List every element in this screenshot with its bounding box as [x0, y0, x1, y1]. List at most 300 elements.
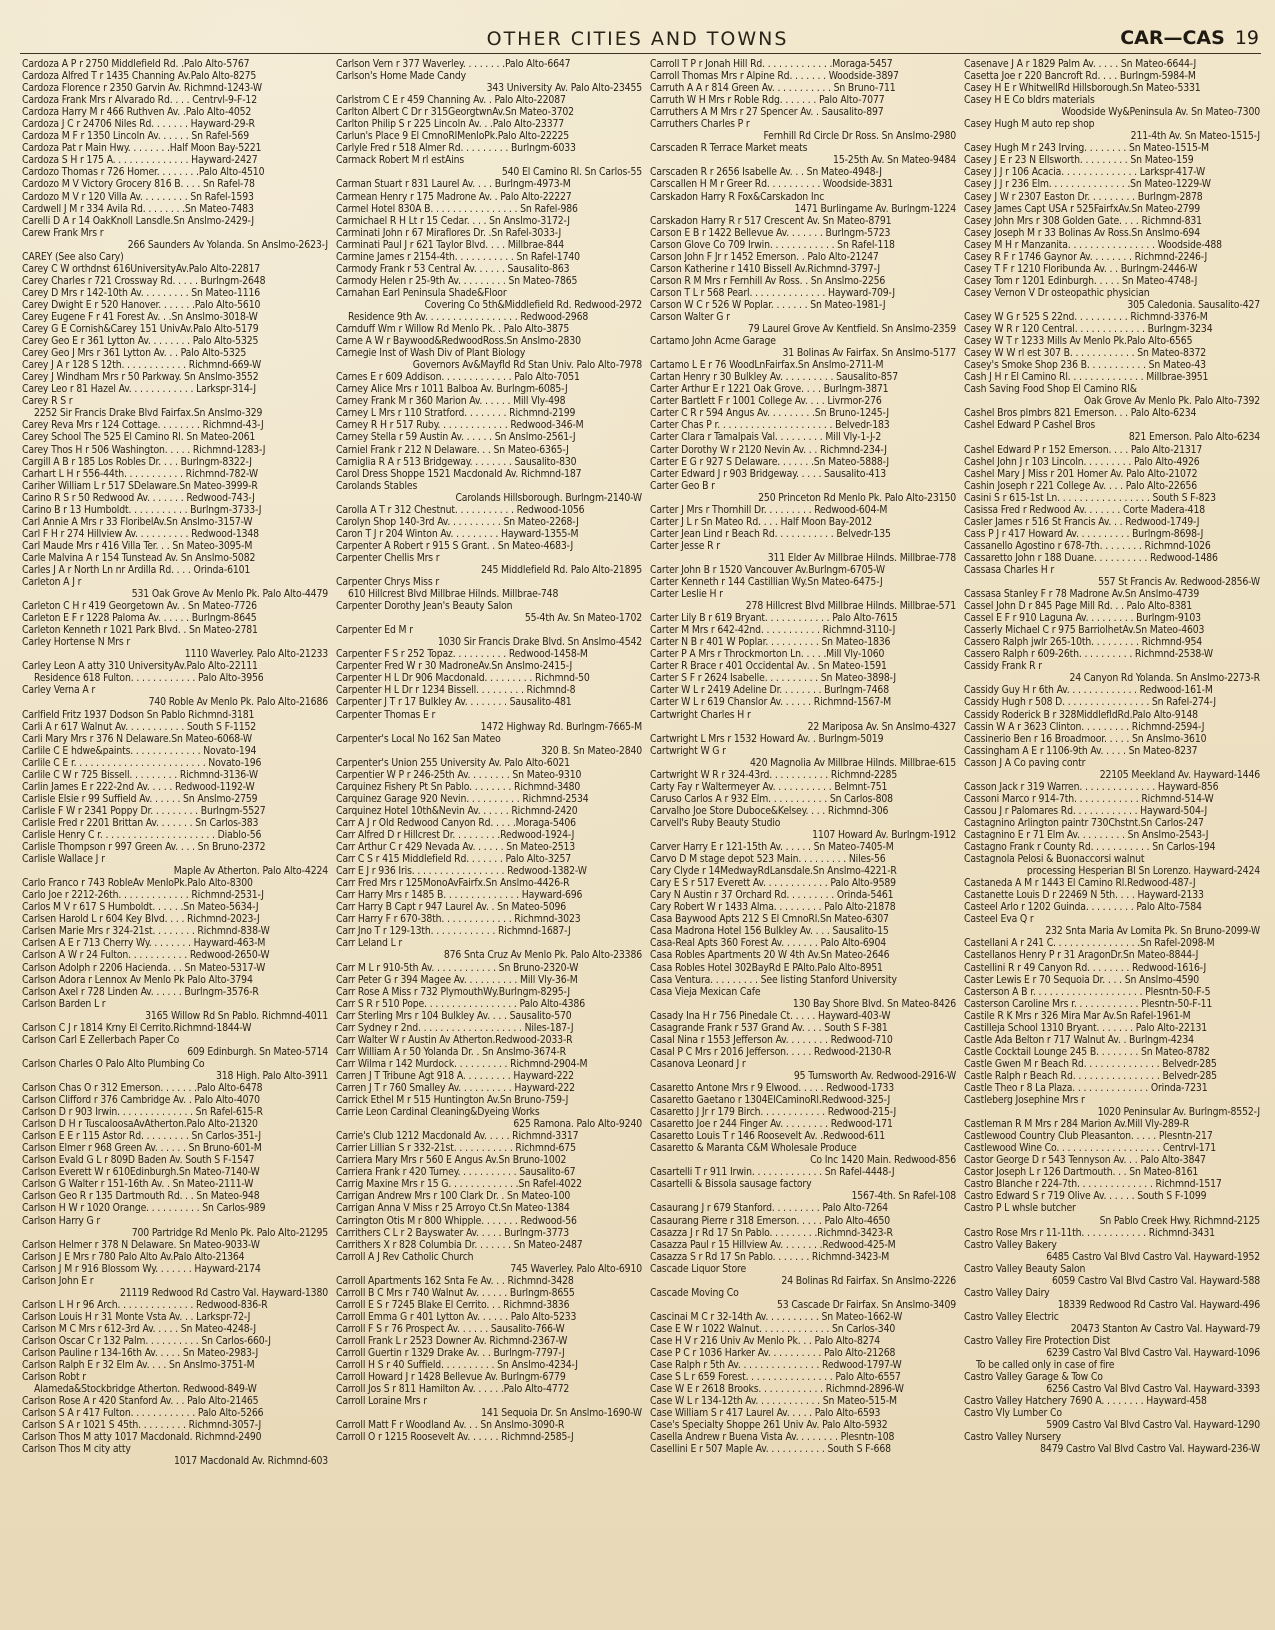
listing-entry: 420 Magnolia Av Millbrae Hilnds. Millbrae-615 — [750, 756, 956, 769]
listing-entry: Carlfield Fritz 1937 Dodson Sn Pablo Richmnd-3181 — [22, 708, 255, 721]
listing-entry: Carles J A r North Ln nr Ardilla Rd. . . . Orinda-6101 — [22, 563, 251, 576]
listing-entry: Castlewood Country Club Pleasanton. . . . . Plesntn-217 — [964, 1130, 1213, 1143]
listing-entry: Casady Ina H r 756 Pinedale Ct. . . . . Hayward-403-W — [650, 1009, 891, 1022]
listing-entry: Cassidy Frank R r — [964, 660, 1042, 673]
listing-entry: Casey J W r 2307 Easton Dr. . . . . . . . . Burlngm-2878 — [964, 190, 1203, 203]
listing-entry: Casey Joseph M r 33 Bolinas Av Ross.Sn Anslmo-694 — [964, 226, 1200, 239]
listing-entry: Carey Thos H r 506 Washington. . . . . Richmnd-1283-J — [22, 443, 266, 456]
listing-entry: 5909 Castro Val Blvd Castro Val. Hayward-1290 — [1046, 1419, 1260, 1432]
listing-entry: 318 High. Palo Alto-3911 — [215, 1069, 328, 1082]
listing-entry: Caron T J r 204 Winton Av. . . . . . . . . Hayward-1355-M — [336, 527, 579, 540]
listing-entry: 24 Canyon Rd Yolanda. Sn Anslmo-2273-R — [1069, 672, 1260, 685]
listing-entry: Carroll Frank L r 2523 Downer Av. Richmnd-2367-W — [336, 1334, 568, 1347]
listing-entry: Cassou J r Palomares Rd. . . . . . . . . . . . Hayward-504-J — [964, 804, 1208, 817]
listing-entry: Carter Jesse R r — [650, 539, 720, 552]
listing-entry: Carlin James E r 222-2nd Av. . . . . Redwood-1192-W — [22, 780, 255, 793]
listing-entry: Carter Bartlett F r 1001 College Av. . . . Livrmor-276 — [650, 395, 882, 408]
listing-entry: Carlson Oscar C r 132 Palm. . . . . . . . . . Sn Carlos-660-J — [22, 1334, 271, 1347]
listing-entry: Carolyn Shop 140-3rd Av. . . . . . . . . . Sn Mateo-2268-J — [336, 515, 579, 528]
listing-entry: Cascinai M C r 32-14th Av. . . . . . . . . . Sn Mateo-1662-W — [650, 1310, 903, 1323]
listing-entry: Carrithers C L r 2 Bayswater Av. . . . . Burlngm-3773 — [336, 1226, 569, 1239]
listing-entry: Cary E S r 517 Everett Av. . . . . . . . . . . . Palo Alto-9589 — [650, 877, 896, 890]
listing-entry: Carruth W H Mrs r Roble Rdg. . . . . . . Palo Alto-7077 — [650, 94, 885, 107]
listing-entry: Carpenter J T r 17 Bulkley Av. . . . . . . . Sausalito-481 — [336, 696, 572, 709]
listing-entry: Carter R Brace r 401 Occidental Av. . Sn Mateo-1591 — [650, 660, 887, 673]
listing-entry: Carlson J E Mrs r 780 Palo Alto Av.Palo Alto-21364 — [22, 1250, 245, 1263]
listing-entry: CAREY (See also Cary) — [22, 250, 124, 263]
listing-entry: Casa Vieja Mexican Cafe — [650, 985, 761, 998]
listing-entry: Carlson Robt r — [22, 1371, 86, 1384]
listing-entry: Residence 618 Fulton. . . . . . . . . . . . Palo Alto-3956 — [34, 672, 264, 685]
listing-entry: Sn Pablo Creek Hwy. Richmnd-2125 — [1099, 1214, 1260, 1227]
listing-entry: Castaneda A M r 1443 El Camino Rl.Redwood-487-J — [964, 877, 1196, 890]
listing-entry: Carr A J r Old Redwood Canyon Rd. . . . .Moraga-5406 — [336, 816, 576, 829]
listing-entry: Casaretto & Maranta C&M Wholesale Produce — [650, 1142, 857, 1155]
listing-entry: Carlos M V r 617 S Humboldt. . . . . .Sn Mateo-5634-J — [22, 901, 259, 914]
listing-entry: Casazza S r Rd 17 Sn Pablo. . . . . . . Richmnd-3423-M — [650, 1250, 890, 1263]
listing-entry: 557 St Francis Av. Redwood-2856-W — [1098, 576, 1260, 589]
listing-entry: Carter Clara r Tamalpais Val. . . . . . . . . Mill Vly-1-J-2 — [650, 431, 882, 444]
listing-entry: Cartwright W R r 324-43rd. . . . . . . . . . . Richmnd-2285 — [650, 768, 898, 781]
listing-entry: Oak Grove Av Menlo Pk. Palo Alto-7392 — [1083, 395, 1260, 408]
listing-entry: Carlun's Place 9 El CmnoRlMenloPk.Palo Alto-22225 — [336, 130, 570, 143]
listing-entry: Casler James r 516 St Francis Av. . . Redwood-1749-J — [964, 515, 1200, 528]
listing-entry: Carson T L r 568 Pearl. . . . . . . . . . . . . . Hayward-709-J — [650, 286, 895, 299]
listing-entry: Cassero Ralph r 609-26th. . . . . . . . . . Richmnd-2538-W — [964, 648, 1213, 661]
listing-entry: Casal P C Mrs r 2016 Jefferson. . . . . Redwood-2130-R — [650, 1045, 892, 1058]
listing-entry: 1020 Peninsular Av. Burlngm-8552-J — [1097, 1106, 1260, 1119]
listing-entry: Carroll A J Rev Catholic Church — [336, 1250, 474, 1263]
listing-entry: Casey Hugh M r 243 Irving. . . . . . . . Sn Mateo-1515-M — [964, 142, 1209, 155]
listing-entry: Castilleja School 1310 Bryant. . . . . . . Palo Alto-22131 — [964, 1021, 1208, 1034]
listing-entry: Carter C R r 594 Angus Av. . . . . . . . .Sn Bruno-1245-J — [650, 407, 889, 420]
listing-entry: Carolla A T r 312 Chestnut. . . . . . . . . . . Redwood-1056 — [336, 503, 585, 516]
listing-entry: Carter W L r 619 Chanslor Av. . . . . . Richmnd-1567-M — [650, 696, 892, 709]
listing-entry: Carr Harry B Capt r 947 Laurel Av. . Sn Mateo-5096 — [336, 901, 567, 914]
listing-entry: Cardozo M V Victory Grocery 816 B. . . . Sn Rafel-78 — [22, 178, 255, 191]
listing-entry: Cardwell J M r 334 Avila Rd. . . . . . . .Sn Mateo-7483 — [22, 202, 254, 215]
listing-entry: Case W E r 2618 Brooks. . . . . . . . . . . . Richmnd-2896-W — [650, 1383, 904, 1396]
listing-entry: Carino R S r 50 Redwood Av. . . . . . . Redwood-743-J — [22, 491, 255, 504]
listing-entry: Maple Av Atherton. Palo Alto-4224 — [173, 865, 328, 878]
listing-entry: Carlson G Walter r 151-16th Av. . Sn Mateo-2111-W — [22, 1178, 254, 1191]
listing-entry: Carter Lily B r 619 Bryant. . . . . . . . . . . . Palo Alto-7615 — [650, 612, 898, 625]
listing-entry: Carter Jean Lind r Beach Rd. . . . . . . . . . . Belvedr-135 — [650, 527, 891, 540]
listing-entry: Castor Joseph L r 126 Dartmouth. . . Sn Mateo-8161 — [964, 1166, 1199, 1179]
listing-entry: Carmean Henry r 175 Madrone Av. . Palo Alto-22227 — [336, 190, 572, 203]
listing-entry: Cascade Moving Co — [650, 1286, 739, 1299]
listing-entry: 700 Partridge Rd Menlo Pk. Palo Alto-21295 — [131, 1226, 328, 1239]
listing-entry: Cashel Bros plmbrs 821 Emerson. . . Palo Alto-6234 — [964, 407, 1197, 420]
listing-entry: Carren J T Tribune Agt 918 A. . . . . . . . . Hayward-222 — [336, 1069, 574, 1082]
listing-entry: Casartelli T r 911 Irwin. . . . . . . . . . . . . Sn Rafel-4448-J — [650, 1166, 895, 1179]
listing-entry: Carpenter Ed M r — [336, 624, 413, 637]
listing-entry: Carr Sterling Mrs r 104 Bulkley Av. . . . Sausalito-570 — [336, 1009, 572, 1022]
listing-entry: Cassidy Roderick B r 328MiddlefldRd.Palo Alto-9148 — [964, 708, 1198, 721]
listing-entry: Carquinez Hotel 10th&Nevin Av. . . . . . Richmnd-2420 — [336, 804, 578, 817]
listing-entry: To be called only in case of fire — [976, 1359, 1115, 1372]
listing-entry: Carlson John E r — [22, 1274, 94, 1287]
listing-entry: Carter Arthur E r 1221 Oak Grove. . . . Burlngm-3871 — [650, 383, 889, 396]
listing-entry: 311 Elder Av Millbrae Hilnds. Millbrae-778 — [767, 551, 956, 564]
listing-entry: Carleton Kenneth r 1021 Park Blvd. . Sn Mateo-2781 — [22, 624, 258, 637]
listing-entry: Carquinez Garage 920 Nevin. . . . . . . . . . Richmnd-2534 — [336, 792, 589, 805]
listing-entry: Cash Saving Food Shop El Camino Rl& — [964, 383, 1137, 396]
listing-entry: Carter Chas P r. . . . . . . . . . . . . . . . . . . . . Belvedr-183 — [650, 419, 890, 432]
listing-entry: Carpenter Chrys Miss r — [336, 576, 440, 589]
listing-entry: Carne A W r Baywood&RedwoodRoss.Sn Anslmo-2830 — [336, 335, 581, 348]
listing-entry: Carman Stuart r 831 Laurel Av. . . . Burlngm-4973-M — [336, 178, 571, 191]
listing-entry: Casal Nina r 1553 Jefferson Av. . . . . . . . Redwood-710 — [650, 1033, 893, 1046]
listing-entry: Carpenter Fred W r 30 MadroneAv.Sn Anslmo-2415-J — [336, 660, 573, 673]
listing-entry: Cashin Joseph r 221 College Av. . . . Palo Alto-22656 — [964, 479, 1198, 492]
listing-entry: Carolands Stables — [336, 479, 418, 492]
listing-entry: Carty Fay r Waltermeyer Av. . . . . . . . . . . Belmnt-751 — [650, 780, 888, 793]
listing-entry: Castellanos Henry P r 31 AragonDr.Sn Mateo-8844-J — [964, 949, 1199, 962]
listing-entry: Casteel Arlo r 1202 Guinda. . . . . . . . . Palo Alto-7584 — [964, 901, 1202, 914]
listing-entry: Carpenter Dorothy Jean's Beauty Salon — [336, 600, 513, 613]
listing-entry: Cardozo Thomas r 726 Homer. . . . . . . .Palo Alto-4510 — [22, 166, 265, 179]
listing-entry: Casella Andrew r Buena Vista Av. . . . . . . . Plesntn-108 — [650, 1431, 895, 1444]
listing-entry: Carson E B r 1422 Bellevue Av. . . . . . . Burlngm-5723 — [650, 226, 891, 239]
listing-entry: Carnduff Wm r Willow Rd Menlo Pk. . Palo Alto-3875 — [336, 323, 570, 336]
listing-entry: Cartwright Charles H r — [650, 708, 751, 721]
listing-entry: Cassingham A E r 1106-9th Av. . . . . Sn Mateo-8237 — [964, 744, 1198, 757]
listing-entry: Cariher William L r 517 SDelaware.Sn Mateo-3999-R — [22, 479, 258, 492]
listing-entry: Castro Valley Nursery — [964, 1431, 1061, 1444]
listing-entry: Casaretto Joe r 244 Finger Av. . . . . . . . . Redwood-171 — [650, 1118, 893, 1131]
listing-entry: Cardoza A P r 2750 Middlefield Rd. .Palo Alto-5767 — [22, 58, 250, 70]
listing-entry: Cashel John J r 103 Lincoln. . . . . . . . . Palo Alto-4926 — [964, 455, 1200, 468]
listing-entry: 2252 Sir Francis Drake Blvd Fairfax.Sn Anslmo-329 — [34, 407, 263, 420]
listing-entry: Carlson Geo R r 135 Dartmouth Rd. . . Sn Mateo-948 — [22, 1190, 260, 1203]
listing-entry: Castro P L whsle butcher — [964, 1202, 1076, 1215]
listing-entry: Carlson S A r 417 Fulton. . . . . . . . . . . . Palo Alto-5266 — [22, 1407, 264, 1420]
listing-entry: Carter J Mrs r Thornhill Dr. . . . . . . . . Redwood-604-M — [650, 503, 888, 516]
listing-entry: Carlson Ralph E r 32 Elm Av. . . . Sn Anslmo-3751-M — [22, 1359, 255, 1372]
listing-entry: Carscaden R Terrace Market meats — [650, 142, 808, 155]
listing-entry: Carter E G r 927 S Delaware. . . . . . .Sn Mateo-5888-J — [650, 455, 889, 468]
listing-entry: Carr Rose A Miss r 732 PlymouthWy.Burlngm-8295-J — [336, 985, 570, 998]
listing-entry: 141 Sequoia Dr. Sn Anslmo-1690-W — [481, 1407, 642, 1420]
listing-entry: Carleton A J r — [22, 576, 82, 589]
listing-entry: Casaretto J Jr r 179 Birch. . . . . . . . . . . . Redwood-215-J — [650, 1106, 897, 1119]
listing-entry: Casazza Paul r 15 Hillview Av. . . . . . . .Redwood-425-M — [650, 1238, 896, 1251]
listing-entry: Fernhill Rd Circle Dr Ross. Sn Anslmo-2980 — [763, 130, 956, 143]
listing-entry: Carlson Louis H r 31 Monte Vsta Av. . . Larkspr-72-J — [22, 1310, 251, 1323]
listing-entry: Carrie's Club 1212 Macdonald Av. . . . . Richmnd-3317 — [336, 1130, 579, 1143]
listing-entry: Carmody Frank r 53 Central Av. . . . . . Sausalito-863 — [336, 262, 570, 275]
listing-entry: Case H V r 216 Univ Av Menlo Pk. . . Palo Alto-8274 — [650, 1334, 881, 1347]
listing-entry: Carlson's Home Made Candy — [336, 70, 466, 83]
listing-entry: Cassaretto John r 188 Duane. . . . . . . . . . Redwood-1486 — [964, 551, 1218, 564]
listing-entry: Carey D Mrs r 142-10th Av. . . . . . . . . Sn Mateo-1116 — [22, 286, 261, 299]
listing-entry: Carmel Hotel 830A B. . . . . . . . . . . . . . . . Sn Rafel-986 — [336, 202, 578, 215]
listing-entry: Cassanello Agostino r 678-7th. . . . . . . . Richmnd-1026 — [964, 539, 1211, 552]
listing-entry: Castellini R r 49 Canyon Rd. . . . . . . . Redwood-1616-J — [964, 961, 1207, 974]
listing-entry: 1472 Highway Rd. Burlngm-7665-M — [480, 720, 642, 733]
listing-entry: Carrier Lillian S r 332-21st. . . . . . . . . . . Richmnd-675 — [336, 1142, 576, 1155]
listing-entry: 6239 Castro Val Blvd Castro Val. Hayward-1096 — [1046, 1347, 1260, 1360]
listing-entry: Carew Frank Mrs r — [22, 226, 104, 239]
listing-entry: Case Ralph r 5th Av. . . . . . . . . . . . . . . Redwood-1797-W — [650, 1359, 902, 1372]
listing-entry: Castle Gwen M r Beach Rd. . . . . . . . . . . . . . Belvedr-285 — [964, 1057, 1217, 1070]
listing-entry: Carey Charles r 721 Crossway Rd. . . . . Burlngm-2648 — [22, 274, 266, 287]
listing-entry: Casey J J r 236 Elm. . . . . . . . . . . . . . .Sn Mateo-1229-W — [964, 178, 1211, 191]
listing-entry: Carlson Charles O Palo Alto Plumbing Co — [22, 1057, 205, 1070]
listing-entry: 15-25th Av. Sn Mateo-9484 — [833, 154, 956, 167]
listing-entry: Carrithers X r 828 Columbia Dr. . . . . . . Sn Mateo-2487 — [336, 1238, 583, 1251]
listing-entry: Carlson J M r 916 Blossom Wy. . . . . . . Hayward-2174 — [22, 1262, 261, 1275]
listing-entry: Carelli D A r 14 OakKnoll Lansdle.Sn Anslmo-2429-J — [22, 214, 254, 227]
listing-entry: Carney L Mrs r 110 Stratford. . . . . . . . Richmnd-2199 — [336, 407, 576, 420]
listing-entry: Carver Harry E r 121-15th Av. . . . . . Sn Mateo-7405-M — [650, 841, 894, 854]
listing-entry: Casey Vernon V Dr osteopathic physician — [964, 286, 1150, 299]
listing-entry: Castle Theo r 8 La Plaza. . . . . . . . . . . . . . Orinda-7231 — [964, 1081, 1208, 1094]
listing-entry: Castellani A r 241 C. . . . . . . . . . . . . . . .Sn Rafel-2098-M — [964, 937, 1215, 950]
listing-entry: Alameda&Stockbridge Atherton. Redwood-849-W — [34, 1383, 257, 1396]
listing-entry: Cartamo John Acme Garage — [650, 335, 776, 348]
listing-entry: Casaurang Pierre r 318 Emerson. . . . . Palo Alto-4650 — [650, 1214, 891, 1227]
listing-entry: Casaretto Gaetano r 1304ElCaminoRl.Redwood-325-J — [650, 1094, 891, 1107]
listing-entry: Carlson M C Mrs r 612-3rd Av. . . . . Sn Mateo-4248-J — [22, 1322, 256, 1335]
listing-entry: Casey's Smoke Shop 236 B. . . . . . . . . . . Sn Mateo-43 — [964, 359, 1206, 372]
listing-entry: Casey John Mrs r 308 Golden Gate. . . . Richmnd-831 — [964, 214, 1202, 227]
listing-entry: Carney R H r 517 Ruby. . . . . . . . . . . . . Redwood-346-M — [336, 419, 584, 432]
listing-entry: Cardoza Pat r Main Hwy. . . . . . . .Half Moon Bay-5221 — [22, 142, 262, 155]
listing-entry: 79 Laurel Grove Av Kentfield. Sn Anslmo-2359 — [747, 323, 956, 336]
listing-entry: Casey J E r 23 N Ellsworth. . . . . . . . . Sn Mateo-159 — [964, 154, 1194, 167]
listing-entry: Carlson Chas O r 312 Emerson. . . . . . .Palo Alto-6478 — [22, 1081, 263, 1094]
listing-entry: 876 Snta Cruz Av Menlo Pk. Palo Alto-23386 — [443, 949, 642, 962]
listing-entry: Carlsen A E r 713 Cherry Wy. . . . . . . . Hayward-463-M — [22, 937, 266, 950]
listing-entry: Carr Sydney r 2nd. . . . . . . . . . . . . . . . . . . Niles-187-J — [336, 1021, 574, 1034]
listing-entry: Co Inc 1420 Main. Redwood-856 — [810, 1154, 956, 1167]
listing-entry: Castro Valley Garage & Tow Co — [964, 1371, 1103, 1384]
listing-entry: Carlson Barden L r — [22, 997, 106, 1010]
listing-entry: 740 Roble Av Menlo Pk. Palo Alto-21686 — [148, 696, 328, 709]
listing-entry: Carson W C r 526 W Poplar. . . . . . . Sn Mateo-1981-J — [650, 298, 886, 311]
listing-entry: Carter J L r Sn Mateo Rd. . . . Half Moon Bay-2012 — [650, 515, 873, 528]
listing-entry: Castro Blanche r 224-7th. . . . . . . . . . . . . . Richmnd-1517 — [964, 1178, 1222, 1191]
listing-entry: Carr Wilma r 142 Murdock. . . . . . . . . . Richmnd-2904-M — [336, 1057, 588, 1070]
listing-entry: 531 Oak Grove Av Menlo Pk. Palo Alto-4479 — [131, 588, 328, 601]
listing-entry: processing Hesperian Bl Sn Lorenzo. Hayward-2424 — [1026, 865, 1260, 878]
listing-entry: Cash J H r El Camino Rl. . . . . . . . . . . . . . Millbrae-3951 — [964, 371, 1209, 384]
listing-entry: Carlson D H r TuscaloosaAvAtherton.Palo Alto-21320 — [22, 1118, 258, 1131]
listing-entry: Carruth A A r 814 Green Av. . . . . . . . . . . Sn Bruno-711 — [650, 82, 896, 95]
listing-entry: Carpenter H L Dr 906 Macdonald. . . . . . . . . Richmnd-50 — [336, 672, 590, 685]
listing-entry: Casey H E Co bldrs materials — [964, 94, 1095, 107]
alphabetical-range: CAR—CAS — [1120, 27, 1225, 49]
listing-entry: Casa Ventura. . . . . . . . . See listing Stanford University — [650, 973, 897, 986]
listing-entry: Carroll Guertin r 1329 Drake Av. . . Burlngm-7797-J — [336, 1347, 565, 1360]
listing-entry: Carnes E r 609 Addison. . . . . . . . . . . . . Palo Alto-7051 — [336, 371, 580, 384]
listing-entry: Cardoza Harry M r 466 Ruthven Av. .Palo Alto-4052 — [22, 106, 252, 119]
listing-entry: 609 Edinburgh. Sn Mateo-5714 — [187, 1045, 328, 1058]
listing-entry: Castleberg Josephine Mrs r — [964, 1094, 1085, 1107]
listing-entry: Casey H E r WhitwellRd Hillsborough.Sn Mateo-5331 — [964, 82, 1201, 95]
listing-entry: 18339 Redwood Rd Castro Val. Hayward-496 — [1057, 1298, 1260, 1311]
listing-entry: Carney Alice Mrs r 1011 Balboa Av. Burlngm-6085-J — [336, 383, 568, 396]
listing-entry: Carpenter H L Dr r 1234 Bissell. . . . . . . . . Richmnd-8 — [336, 684, 576, 697]
listing-entry: 130 Bay Shore Blvd. Sn Mateo-8426 — [792, 997, 956, 1010]
listing-entry: Carpenter A Robert r 915 S Grant. . Sn Mateo-4683-J — [336, 539, 574, 552]
listing-entry: Carpentier W P r 246-25th Av. . . . . . . . Sn Mateo-9310 — [336, 768, 582, 781]
listing-entry: Castro Edward S r 719 Olive Av. . . . . . South S F-1099 — [964, 1190, 1207, 1203]
listing-entry: Casagrande Frank r 537 Grand Av. . . . South S F-381 — [650, 1021, 888, 1034]
listing-entry: Carlson Rose A r 420 Stanford Av. . . Palo Alto-21465 — [22, 1395, 259, 1408]
listing-entry: 305 Caledonia. Sausalito-427 — [1127, 298, 1260, 311]
listing-entry: Cary N Austin r 37 Orchard Rd. . . . . . . . . Orinda-5461 — [650, 889, 894, 902]
listing-entry: 1030 Sir Francis Drake Blvd. Sn Anslmo-4542 — [437, 636, 642, 649]
listing-entry: Cartwright W G r — [650, 744, 726, 757]
listing-entry: 1567-4th. Sn Rafel-108 — [851, 1190, 956, 1203]
listing-entry: Carrigan Andrew Mrs r 100 Clark Dr. . Sn Mateo-100 — [336, 1190, 571, 1203]
listing-entry: Castro Vly Lumber Co — [964, 1407, 1062, 1420]
listing-entry: Carvo D M stage depot 523 Main. . . . . . . . . Niles-56 — [650, 853, 886, 866]
listing-entry: Woodside Wy&Peninsula Av. Sn Mateo-7300 — [1061, 106, 1260, 119]
listing-entry: Governors Av&Mayfld Rd Stan Univ. Palo Alto-7978 — [412, 359, 642, 372]
listing-entry: Carr Leland L r — [336, 937, 403, 950]
listing-entry: Carminati Paul J r 621 Taylor Blvd. . . . Millbrae-844 — [336, 238, 564, 251]
listing-entry: Castro Rose Mrs r 11-11th. . . . . . . . . . . . Richmnd-3431 — [964, 1226, 1215, 1239]
listing-entry: Castagno Frank r County Rd. . . . . . . . . . . Sn Carlos-194 — [964, 841, 1216, 854]
listing-entry: 6485 Castro Val Blvd Castro Val. Hayward-1952 — [1046, 1250, 1260, 1263]
listing-entry: Casaretto Louis T r 146 Roosevelt Av. .Redwood-611 — [650, 1130, 885, 1143]
listing-entry: Carlisle Henry C r. . . . . . . . . . . . . . . . . . . . . Diablo-56 — [22, 829, 262, 841]
listing-entry: Casini S r 615-1st Ln. . . . . . . . . . . . . . . . . South S F-823 — [964, 491, 1216, 504]
listing-entry: Carey C W orthdnst 616UniversityAv.Palo Alto-22817 — [22, 262, 261, 275]
listing-entry: Carroll Apartments 162 Snta Fe Av. . . Richmnd-3428 — [336, 1274, 574, 1287]
listing-entry: 1110 Waverley. Palo Alto-21233 — [184, 648, 328, 661]
listing-entry: Caruso Carlos A r 932 Elm. . . . . . . . . . . Sn Carlos-808 — [650, 792, 893, 805]
listing-entry: Castro Valley Bakery — [964, 1238, 1057, 1251]
listing-entry: Carino B r 13 Humboldt. . . . . . . . . . . Burlngm-3733-J — [22, 503, 262, 516]
listing-entry: Castro Valley Beauty Salon — [964, 1262, 1086, 1275]
listing-entry: Casaretto Antone Mrs r 9 Elwood. . . . . Redwood-1733 — [650, 1081, 895, 1094]
listing-entry: Carlile C E hdwe&paints. . . . . . . . . . . . . Novato-194 — [22, 744, 257, 757]
listing-entry: Carlile C W r 725 Bissell. . . . . . . . . Richmnd-3136-W — [22, 768, 258, 781]
listing-entry: Carson Glove Co 709 Irwin. . . . . . . . . . . . Sn Rafel-118 — [650, 238, 895, 251]
listing-entry: Casterson Caroline Mrs r. . . . . . . . . . . . Plesntn-50-F-11 — [964, 997, 1213, 1010]
listing-entry: Carey Eugene F r 41 Forest Av. . .Sn Anslmo-3018-W — [22, 310, 258, 323]
listing-entry: Carroll H S r 40 Suffield. . . . . . . . . . Sn Anslmo-4234-J — [336, 1359, 578, 1372]
listing-entry: Carl F H r 274 Hillview Av. . . . . . . . . . Redwood-1348 — [22, 527, 259, 540]
listing-entry: Casson J A Co paving contr — [964, 756, 1086, 769]
listing-entry: Castanette Louis D r 22469 N 5th. . . . Hayward-2133 — [964, 889, 1204, 902]
listing-entry: Carson John F Jr r 1452 Emerson. . Palo Alto-21247 — [650, 250, 879, 263]
listing-entry: Carley Verna A r — [22, 684, 96, 697]
listing-entry: Carr E J r 936 Iris. . . . . . . . . . . . . . . . . Redwood-1382-W — [336, 865, 587, 878]
listing-entry: Carquinez Fishery Pt Sn Pablo. . . . . . . . Richmnd-3480 — [336, 780, 581, 793]
listing-entry: Carr William A r 50 Yolanda Dr. . Sn Anslmo-3674-R — [336, 1045, 566, 1058]
listing-entry: Carlson D r 903 Irwin. . . . . . . . . . . . . . Sn Rafel-615-R — [22, 1106, 263, 1119]
listing-entry: Carr M L r 910-5th Av. . . . . . . . . . . . Sn Bruno-2320-W — [336, 961, 579, 974]
listing-entry: Cashel Edward P Cashel Bros — [964, 419, 1096, 432]
listing-entry: Castor George D r 543 Tennyson Av. . . Palo Alto-3847 — [964, 1154, 1206, 1167]
listing-entry: Caster Lewis E r 70 Sequoia Dr. . . . Sn Anslmo-4590 — [964, 973, 1200, 986]
listing-entry: 21119 Redwood Rd Castro Val. Hayward-1380 — [119, 1286, 328, 1299]
listing-entry: Carey Reva Mrs r 124 Cottage. . . . . . . . Richmnd-43-J — [22, 419, 264, 432]
listing-entry: 24 Bolinas Rd Fairfax. Sn Anslmo-2226 — [781, 1274, 956, 1287]
listing-entry: Carmody Helen r 25-9th Av. . . . . . . . . Sn Mateo-7865 — [336, 274, 578, 287]
listing-entry: Casterson A B r. . . . . . . . . . . . . . . . . . . . Plesntn-50-F-5 — [964, 985, 1211, 998]
header-rule — [20, 53, 1261, 54]
listing-entry: Carlson Vern r 377 Waverley. . . . . . . .Palo Alto-6647 — [336, 58, 571, 70]
listing-entry: 6059 Castro Val Blvd Castro Val. Hayward-588 — [1051, 1274, 1260, 1287]
listing-entry: Casey T F r 1210 Floribunda Av. . . Burlngm-2446-W — [964, 262, 1198, 275]
listing-entry: 31 Bolinas Av Fairfax. Sn Anslmo-5177 — [782, 347, 956, 360]
listing-entry: Cardoza Frank Mrs r Alvarado Rd. . . . Centrvl-9-F-12 — [22, 94, 257, 107]
listing-entry: Castle Ralph r Beach Rd. . . . . . . . . . . . . . . . Belvedr-285 — [964, 1069, 1217, 1082]
listing-entry: Carpenter Thomas E r — [336, 708, 436, 721]
listing-entry: Carrie Leon Cardinal Cleaning&Dyeing Works — [336, 1106, 540, 1119]
listing-entry: Carlton Albert C Dr r 315GeorgtwnAv.Sn Mateo-3702 — [336, 106, 574, 119]
listing-entry: Cassel John D r 845 Page Mill Rd. . . Palo Alto-8381 — [964, 600, 1193, 613]
listing-entry: Castile R K Mrs r 326 Mira Mar Av.Sn Rafel-1961-M — [964, 1009, 1191, 1022]
listing-entry: Carskadon Harry R Fox&Carskadon Inc — [650, 190, 825, 203]
listing-entry: Carley Leon A atty 310 UniversityAv.Palo Alto-22111 — [22, 660, 258, 673]
listing-entry: Castle Cocktail Lounge 245 B. . . . . . . . Sn Mateo-8782 — [964, 1045, 1210, 1058]
listing-entry: Carlson Harry G r — [22, 1214, 101, 1227]
listing-entry: Casey W G r 525 S 22nd. . . . . . . . . . Richmnd-3376-M — [964, 310, 1208, 323]
listing-entry: Carriera Mary Mrs r 560 E Angus Av.Sn Bruno-1002 — [336, 1154, 567, 1167]
listing-entry: Case's Specialty Shoppe 261 Univ Av. Palo Alto-5932 — [650, 1419, 888, 1432]
listing-column-3 — [650, 58, 960, 1455]
listing-entry: Carlson Elmer r 968 Green Av. . . . . . Sn Bruno-601-M — [22, 1142, 262, 1155]
listing-entry: Carren J T r 760 Smalley Av. . . . . . . . . . Hayward-222 — [336, 1081, 575, 1094]
listing-entry: Carskadon Harry R r 517 Crescent Av. Sn Mateo-8791 — [650, 214, 892, 227]
listing-entry: Carleton C H r 419 Georgetown Av. . Sn Mateo-7726 — [22, 600, 257, 613]
listing-entry: Cassidy Hugh r 508 D. . . . . . . . . . . . . . . . Sn Rafel-274-J — [964, 696, 1216, 709]
listing-entry: Carson Walter G r — [650, 310, 730, 323]
listing-entry: Case W L r 134-12th Av. . . . . . . . . . . . Sn Mateo-515-M — [650, 1395, 897, 1408]
listing-entry: Cassinerio Ben r 16 Broadmoor. . . . . Sn Anslmo-3610 — [964, 732, 1207, 745]
listing-entry: Carey Leo r 81 Hazel Av. . . . . . . . . . . . Larkspr-314-J — [22, 383, 256, 396]
listing-entry: 232 Snta Maria Av Lomita Pk. Sn Bruno-2099-W — [1045, 925, 1260, 938]
listing-entry: Carter P A Mrs r Throckmorton Ln. . . . .Mill Vly-1060 — [650, 648, 885, 661]
listing-entry: Case E W r 1022 Walnut. . . . . . . . . . . . . Sn Carlos-340 — [650, 1322, 896, 1335]
listing-entry: Carlson Axel r 728 Linden Av. . . . . . Burlngm-3576-R — [22, 985, 259, 998]
listing-entry: Carlisle Wallace J r — [22, 853, 105, 866]
listing-entry: Casteel Eva Q r — [964, 913, 1034, 926]
page-header — [0, 28, 1275, 54]
listing-entry: Casey W W rl est 307 B. . . . . . . . . . . . Sn Mateo-8372 — [964, 347, 1207, 360]
listing-entry: Cassin W A r 3623 Clinton. . . . . . . . . Richmnd-2594-J — [964, 720, 1205, 733]
listing-entry: Carey R S r — [22, 395, 73, 408]
listing-entry: Carpenter's Local No 162 San Mateo — [336, 732, 501, 745]
page-number: 19 — [1234, 27, 1259, 49]
listing-entry: Carolands Hillsborough. Burlngm-2140-W — [455, 491, 642, 504]
listing-entry: Castro Valley Hatchery 7690 A. . . . . . . . Hayward-458 — [964, 1395, 1207, 1408]
listing-entry: Casa Robles Hotel 302BayRd E PAlto.Palo Alto-8951 — [650, 961, 883, 974]
listing-entry: Residence 9th Av. . . . . . . . . . . . . . . . . Redwood-2968 — [348, 310, 589, 323]
listing-entry: Casellini E r 507 Maple Av. . . . . . . . . . . South S F-668 — [650, 1443, 891, 1456]
listing-entry: Cardoza Florence r 2350 Garvin Av. Richmnd-1243-W — [22, 82, 262, 95]
listing-entry: Carey School The 525 El Camino Rl. Sn Mateo-2061 — [22, 431, 256, 444]
listing-entry: Carey J Windham Mrs r 50 Parkway. Sn Anslmo-3552 — [22, 371, 259, 384]
listing-entry: 320 B. Sn Mateo-2840 — [541, 744, 642, 757]
listing-entry: Casa Madrona Hotel 156 Bulkley Av. . . . Sausalito-15 — [650, 925, 889, 938]
listing-entry: Carlson Thos M atty 1017 Macdonald. Richmnd-2490 — [22, 1431, 262, 1444]
listing-entry: Carriera Frank r 420 Turney. . . . . . . . . . . Sausalito-67 — [336, 1166, 576, 1179]
listing-entry: Carey J A r 128 S 12th. . . . . . . . . . . . Richmnd-669-W — [22, 359, 262, 372]
listing-entry: Case S L r 659 Forest. . . . . . . . . . . . . . . . Palo Alto-6557 — [650, 1371, 901, 1384]
listing-entry: Carrigan Anna V Miss r 25 Arroyo Ct.Sn Mateo-1384 — [336, 1202, 570, 1215]
listing-entry: Casa Baywood Apts 212 S El CmnoRl.Sn Mateo-6307 — [650, 913, 889, 926]
listing-entry: Cass P J r 417 Howard Av. . . . . . . . . . Burlngm-8698-J — [964, 527, 1204, 540]
